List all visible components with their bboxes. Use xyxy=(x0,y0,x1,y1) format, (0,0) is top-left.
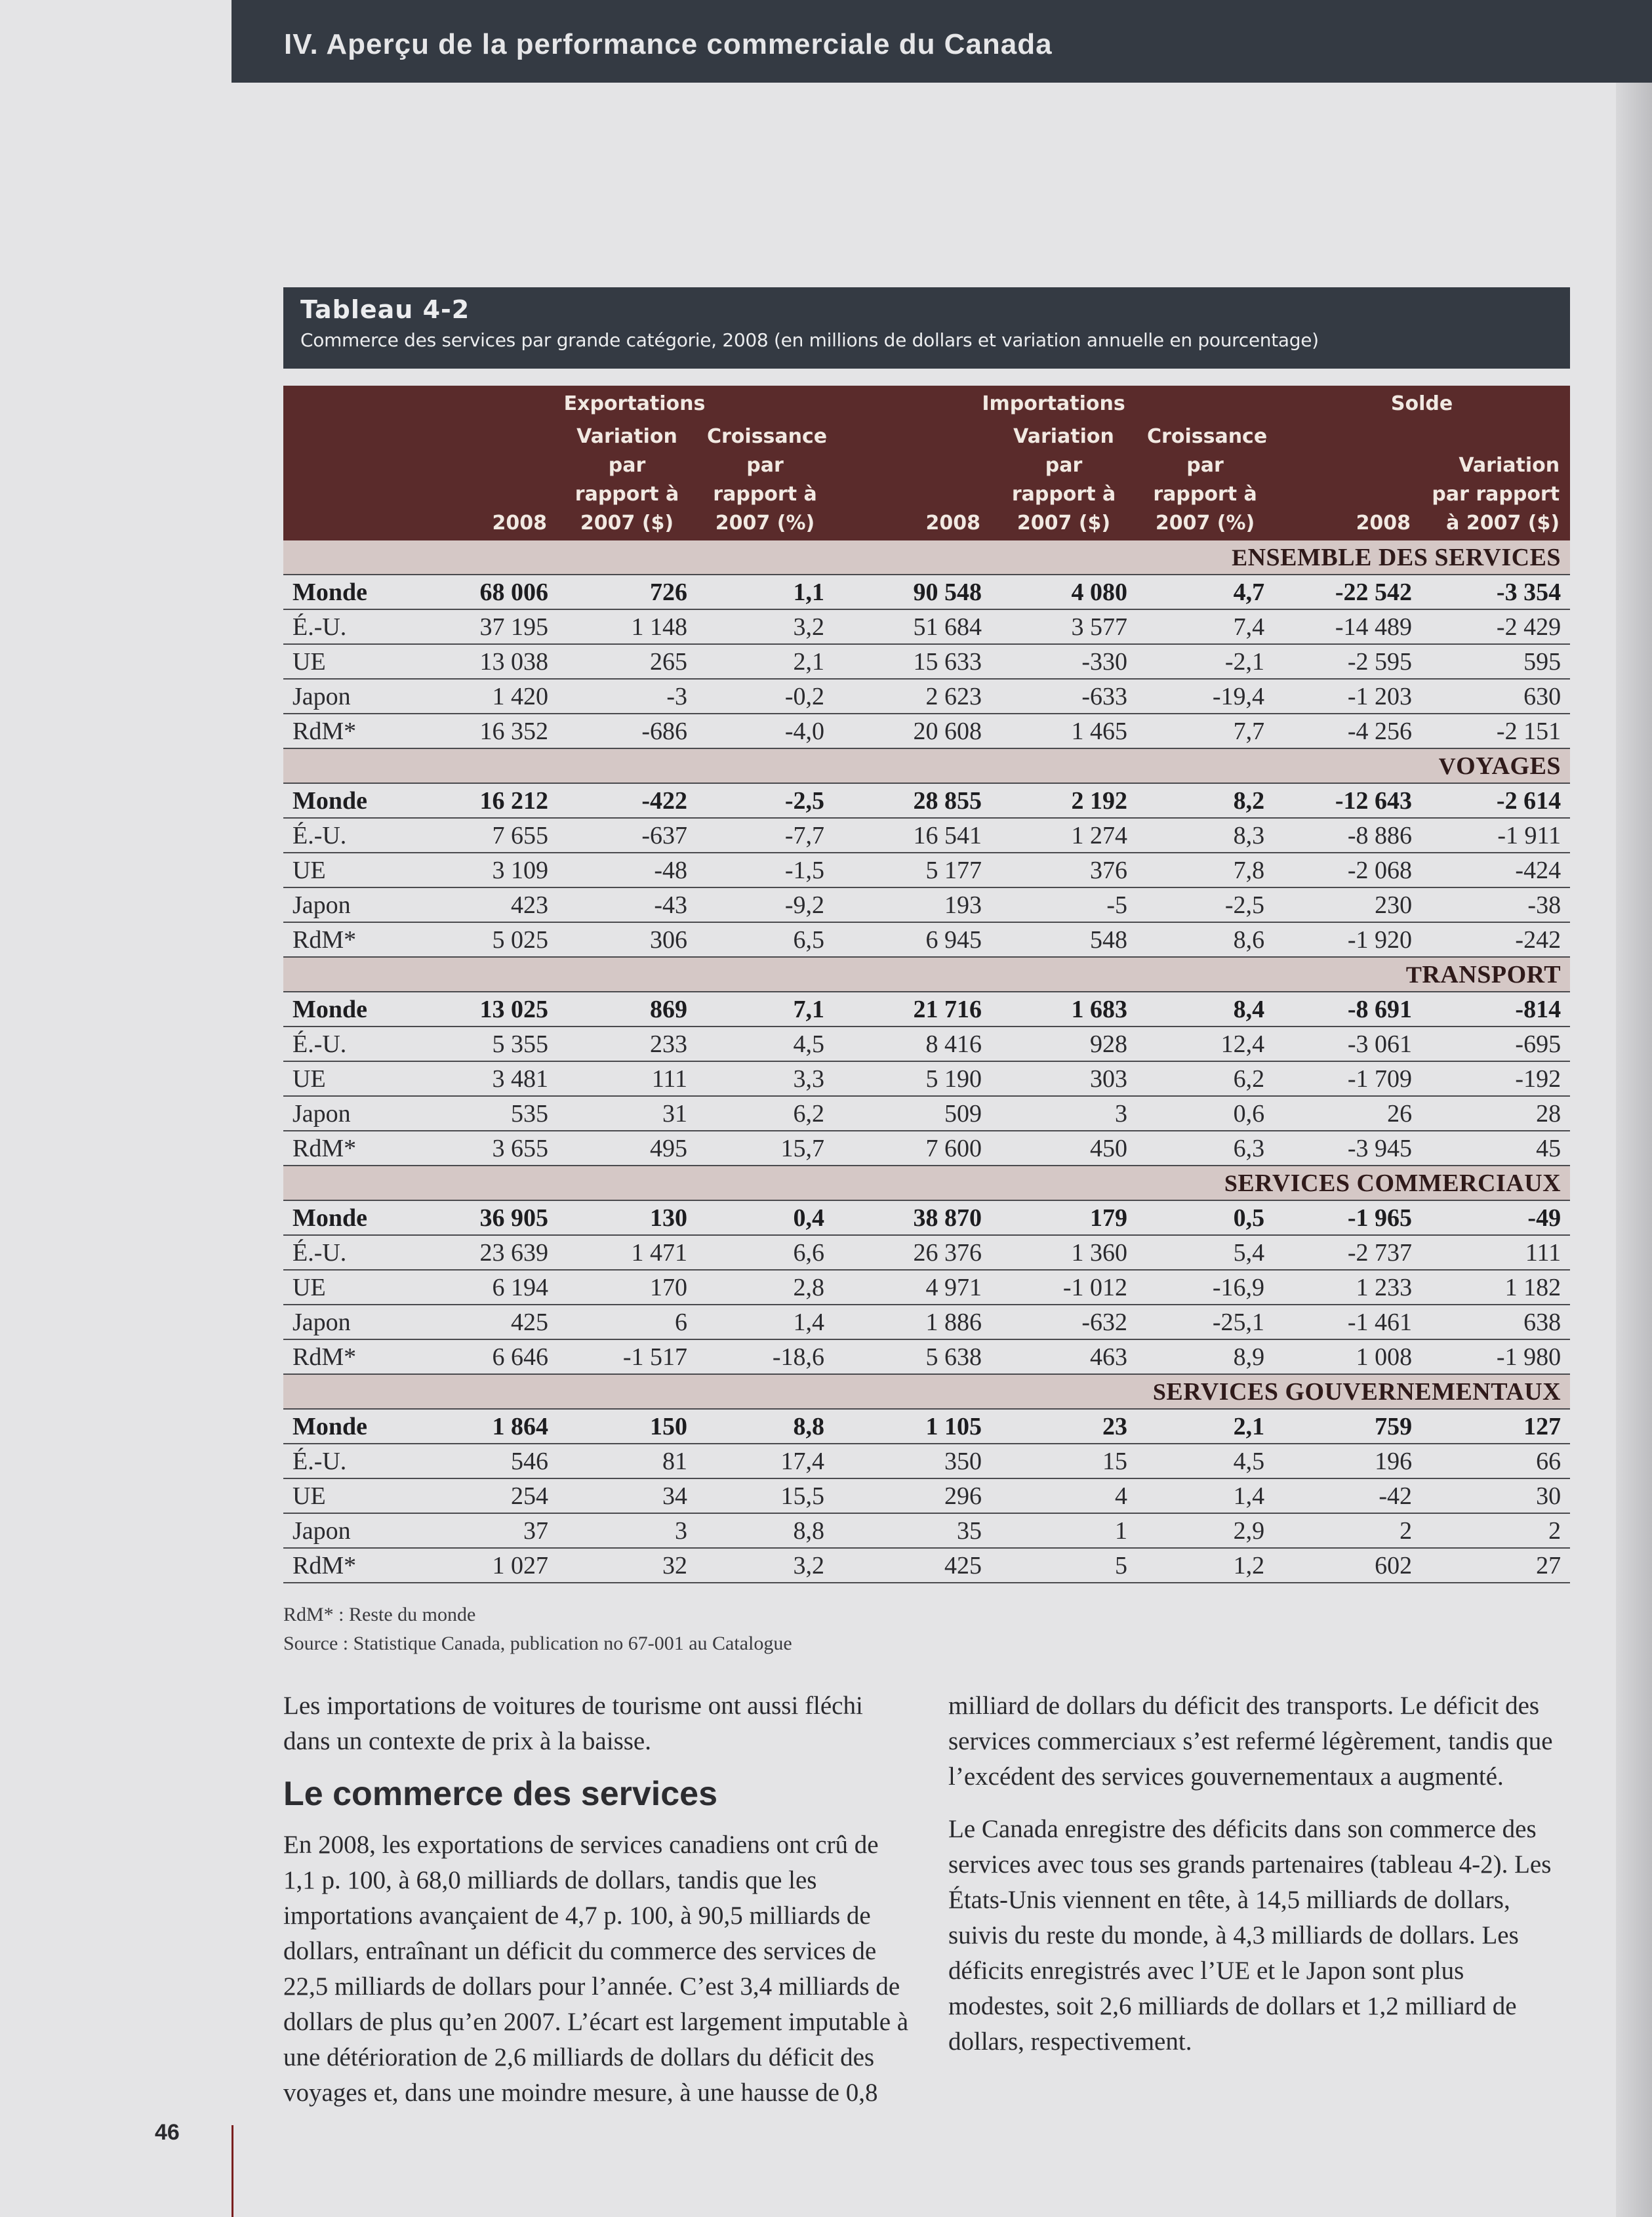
table-cell: 3,2 xyxy=(696,1548,834,1583)
table-cell: 21 716 xyxy=(834,992,991,1027)
table-cell: 6,2 xyxy=(696,1096,834,1131)
table-cell: 111 xyxy=(1421,1235,1570,1270)
table-cell: 0,6 xyxy=(1137,1096,1274,1131)
section-title: SERVICES GOUVERNEMENTAUX xyxy=(283,1374,1570,1409)
table-row xyxy=(283,1200,1570,1235)
table-cell: 32 xyxy=(557,1548,696,1583)
table-cell: 1 420 xyxy=(435,679,557,714)
table-cell: 306 xyxy=(557,922,696,957)
table-row xyxy=(283,1096,1570,1131)
table-cell: 5 177 xyxy=(834,853,991,887)
table-cell: 535 xyxy=(435,1096,557,1131)
table-cell: 30 xyxy=(1421,1478,1570,1513)
table-row xyxy=(283,1513,1570,1548)
table-cell: -1 012 xyxy=(991,1270,1137,1305)
table-cell: 1 008 xyxy=(1274,1339,1421,1374)
table-caption: Commerce des services par grande catégorie, 2008 (en millions de dollars et variation annuelle en pourcentage) xyxy=(300,329,1319,351)
table-cell: -2 737 xyxy=(1274,1235,1421,1270)
table-cell: 35 xyxy=(834,1513,991,1548)
table-cell: -637 xyxy=(557,818,696,853)
table-cell: 230 xyxy=(1274,887,1421,922)
table-cell: 1 xyxy=(991,1513,1137,1548)
table-cell: 1,4 xyxy=(1137,1478,1274,1513)
table-cell: -1 920 xyxy=(1274,922,1421,957)
row-label: UE xyxy=(283,644,435,679)
table-cell: 509 xyxy=(834,1096,991,1131)
table-cell: 1 027 xyxy=(435,1548,557,1583)
table-cell: 1,2 xyxy=(1137,1548,1274,1583)
table-cell: 759 xyxy=(1274,1409,1421,1444)
table-cell: -1 911 xyxy=(1421,818,1570,853)
row-label: É.-U. xyxy=(283,1444,435,1478)
table-cell: 2 xyxy=(1421,1513,1570,1548)
group-header-imports: Importations xyxy=(834,386,1274,422)
table-cell: -1 517 xyxy=(557,1339,696,1374)
table-cell: 8,8 xyxy=(696,1409,834,1444)
table-cell: 4,7 xyxy=(1137,575,1274,609)
table-cell: 81 xyxy=(557,1444,696,1478)
table-cell: -1 203 xyxy=(1274,679,1421,714)
table-cell: -48 xyxy=(557,853,696,887)
table-cell: 7,7 xyxy=(1137,714,1274,748)
table-cell: 376 xyxy=(991,853,1137,887)
table-cell: 31 xyxy=(557,1096,696,1131)
column-header: 2008 xyxy=(1274,422,1421,540)
table-cell: 1 864 xyxy=(435,1409,557,1444)
table-cell: 5 638 xyxy=(834,1339,991,1374)
table-row xyxy=(283,1235,1570,1270)
table-cell: -1,5 xyxy=(696,853,834,887)
table-cell: 3 577 xyxy=(991,609,1137,644)
table-row xyxy=(283,1339,1570,1374)
table-row xyxy=(283,783,1570,818)
table-cell: -192 xyxy=(1421,1061,1570,1096)
section-heading: Le commerce des services xyxy=(283,1775,717,1813)
table-cell: 6 945 xyxy=(834,922,991,957)
table-cell: 8,6 xyxy=(1137,922,1274,957)
row-label: Monde xyxy=(283,575,435,609)
column-header: Croissance par rapport à 2007 (%) xyxy=(1137,422,1274,540)
table-cell: -330 xyxy=(991,644,1137,679)
table-cell: 869 xyxy=(557,992,696,1027)
column-header: 2008 xyxy=(834,422,991,540)
table-cell: 6,2 xyxy=(1137,1061,1274,1096)
row-label: RdM* xyxy=(283,1339,435,1374)
table-cell: 4 971 xyxy=(834,1270,991,1305)
table-cell: 630 xyxy=(1421,679,1570,714)
table-cell: 26 xyxy=(1274,1096,1421,1131)
row-label: UE xyxy=(283,1270,435,1305)
table-cell: -49 xyxy=(1421,1200,1570,1235)
section-row xyxy=(283,957,1570,992)
table-cell: -8 886 xyxy=(1274,818,1421,853)
table-cell: 8,8 xyxy=(696,1513,834,1548)
table-cell: 1 274 xyxy=(991,818,1137,853)
table-cell: -422 xyxy=(557,783,696,818)
table-cell: 2,1 xyxy=(1137,1409,1274,1444)
table-cell: 5 xyxy=(991,1548,1137,1583)
table-header-blank xyxy=(283,422,435,540)
table-cell: -5 xyxy=(991,887,1137,922)
table-cell: 5 025 xyxy=(435,922,557,957)
table-cell: 0,4 xyxy=(696,1200,834,1235)
table-row xyxy=(283,679,1570,714)
table-cell: -14 489 xyxy=(1274,609,1421,644)
table-cell: 5 355 xyxy=(435,1027,557,1061)
table-cell: 196 xyxy=(1274,1444,1421,1478)
table-cell: -2,5 xyxy=(696,783,834,818)
table-row xyxy=(283,1027,1570,1061)
table-cell: 6 xyxy=(557,1305,696,1339)
table-cell: 51 684 xyxy=(834,609,991,644)
table-cell: 546 xyxy=(435,1444,557,1478)
note-legend: RdM* : Reste du monde xyxy=(283,1604,476,1625)
table-group-header-row xyxy=(283,386,1570,422)
row-label: É.-U. xyxy=(283,609,435,644)
table-cell: 6 194 xyxy=(435,1270,557,1305)
table-cell: 37 xyxy=(435,1513,557,1548)
table-cell: 1 105 xyxy=(834,1409,991,1444)
section-title: ENSEMBLE DES SERVICES xyxy=(283,540,1570,575)
table-cell: 179 xyxy=(991,1200,1137,1235)
table-cell: -2,5 xyxy=(1137,887,1274,922)
table-cell: 34 xyxy=(557,1478,696,1513)
table-cell: 90 548 xyxy=(834,575,991,609)
row-label: É.-U. xyxy=(283,1027,435,1061)
table-row xyxy=(283,609,1570,644)
row-label: É.-U. xyxy=(283,1235,435,1270)
table-cell: 68 006 xyxy=(435,575,557,609)
table-cell: -1 709 xyxy=(1274,1061,1421,1096)
section-title: TRANSPORT xyxy=(283,957,1570,992)
section-row xyxy=(283,540,1570,575)
table-cell: 15 xyxy=(991,1444,1137,1478)
row-label: Japon xyxy=(283,1305,435,1339)
row-label: RdM* xyxy=(283,1548,435,1583)
table-cell: -633 xyxy=(991,679,1137,714)
section-row xyxy=(283,748,1570,783)
table-cell: 37 195 xyxy=(435,609,557,644)
body-paragraph: Le Canada enregistre des déficits dans son commerce des services avec tous ses grands partenaires (tableau 4-2). Les États-Unis viennent en tête, à 14,5 milliards de dollars, suivis du reste du monde, à 4,3 milliards de dollars. Les déficits enregistrés avec l’UE et le Japon sont plus modestes, soit 2,6 milliards de dollars et 1,2 milliard de dollars, respectivement. xyxy=(948,1815,1552,2056)
table-cell: 8,4 xyxy=(1137,992,1274,1027)
table-cell: -3 061 xyxy=(1274,1027,1421,1061)
table-cell: -242 xyxy=(1421,922,1570,957)
table-cell: 5 190 xyxy=(834,1061,991,1096)
table-cell: -2 429 xyxy=(1421,609,1570,644)
table-cell: -7,7 xyxy=(696,818,834,853)
chapter-header: IV. Aperçu de la performance commerciale du Canada xyxy=(232,0,1652,83)
table-cell: 23 639 xyxy=(435,1235,557,1270)
table-cell: 423 xyxy=(435,887,557,922)
table-row xyxy=(283,887,1570,922)
table-cell: 7 655 xyxy=(435,818,557,853)
table-row xyxy=(283,992,1570,1027)
table-cell: -814 xyxy=(1421,992,1570,1027)
section-row xyxy=(283,1166,1570,1200)
table-cell: -43 xyxy=(557,887,696,922)
margin-rule xyxy=(232,2125,233,2217)
table-cell: -19,4 xyxy=(1137,679,1274,714)
table-cell: 15,7 xyxy=(696,1131,834,1166)
table-cell: -4,0 xyxy=(696,714,834,748)
table-cell: 2,1 xyxy=(696,644,834,679)
table-cell: 13 025 xyxy=(435,992,557,1027)
group-header-exports: Exportations xyxy=(435,386,834,422)
table-cell: -3 xyxy=(557,679,696,714)
table-cell: 726 xyxy=(557,575,696,609)
table-cell: -2 595 xyxy=(1274,644,1421,679)
table-cell: -2 614 xyxy=(1421,783,1570,818)
table-cell: 928 xyxy=(991,1027,1137,1061)
table-cell: 23 xyxy=(991,1409,1137,1444)
row-label: Monde xyxy=(283,992,435,1027)
table-cell: 7,1 xyxy=(696,992,834,1027)
text-column-right xyxy=(948,1688,1568,2077)
table-cell: 4,5 xyxy=(1137,1444,1274,1478)
column-header: Variation par rapport à 2007 ($) xyxy=(1421,422,1570,540)
table-cell: 1,1 xyxy=(696,575,834,609)
row-label: UE xyxy=(283,853,435,887)
table-cell: 20 608 xyxy=(834,714,991,748)
table-cell: 2,8 xyxy=(696,1270,834,1305)
table-row xyxy=(283,575,1570,609)
page-edge-shadow xyxy=(1616,0,1652,2217)
table-cell: -2,1 xyxy=(1137,644,1274,679)
table-cell: 3 xyxy=(557,1513,696,1548)
table-cell: 15,5 xyxy=(696,1478,834,1513)
table-cell: -9,2 xyxy=(696,887,834,922)
row-label: RdM* xyxy=(283,714,435,748)
table-cell: -3 945 xyxy=(1274,1131,1421,1166)
table-cell: 1 360 xyxy=(991,1235,1137,1270)
table-row xyxy=(283,853,1570,887)
text-column-left xyxy=(283,1688,910,2128)
table-cell: 15 633 xyxy=(834,644,991,679)
row-label: É.-U. xyxy=(283,818,435,853)
column-header: Variation par rapport à 2007 ($) xyxy=(557,422,696,540)
table-cell: 350 xyxy=(834,1444,991,1478)
table-cell: 548 xyxy=(991,922,1137,957)
table-cell: 6,5 xyxy=(696,922,834,957)
table-cell: -25,1 xyxy=(1137,1305,1274,1339)
table-cell: 8 416 xyxy=(834,1027,991,1061)
table-cell: -424 xyxy=(1421,853,1570,887)
table-cell: 425 xyxy=(834,1548,991,1583)
table-cell: -686 xyxy=(557,714,696,748)
table-row xyxy=(283,644,1570,679)
table-cell: 1 182 xyxy=(1421,1270,1570,1305)
column-header: Croissance par rapport à 2007 (%) xyxy=(696,422,834,540)
table-row xyxy=(283,1305,1570,1339)
table-cell: 1 886 xyxy=(834,1305,991,1339)
table-row xyxy=(283,1478,1570,1513)
table-cell: 26 376 xyxy=(834,1235,991,1270)
table-title-block xyxy=(283,287,1570,369)
table-cell: 6 646 xyxy=(435,1339,557,1374)
row-label: Monde xyxy=(283,1409,435,1444)
row-label: Monde xyxy=(283,783,435,818)
table-cell: 13 038 xyxy=(435,644,557,679)
table-cell: 303 xyxy=(991,1061,1137,1096)
table-cell: -3 354 xyxy=(1421,575,1570,609)
table-header-blank xyxy=(283,386,435,422)
row-label: Japon xyxy=(283,1096,435,1131)
table-cell: 595 xyxy=(1421,644,1570,679)
table-cell: 4 xyxy=(991,1478,1137,1513)
row-label: RdM* xyxy=(283,922,435,957)
table-cell: 3 109 xyxy=(435,853,557,887)
section-title: SERVICES COMMERCIAUX xyxy=(283,1166,1570,1200)
table-cell: 2 xyxy=(1274,1513,1421,1548)
table-cell: 193 xyxy=(834,887,991,922)
table-cell: 296 xyxy=(834,1478,991,1513)
table-cell: 8,9 xyxy=(1137,1339,1274,1374)
table-cell: 7,4 xyxy=(1137,609,1274,644)
table-notes xyxy=(283,1600,792,1658)
table-column-header-row xyxy=(283,422,1570,540)
section-row xyxy=(283,1374,1570,1409)
table-cell: 265 xyxy=(557,644,696,679)
table-cell: -12 643 xyxy=(1274,783,1421,818)
row-label: RdM* xyxy=(283,1131,435,1166)
table-row xyxy=(283,1409,1570,1444)
table-cell: -0,2 xyxy=(696,679,834,714)
table-cell: 3 481 xyxy=(435,1061,557,1096)
table-cell: -4 256 xyxy=(1274,714,1421,748)
table-cell: 150 xyxy=(557,1409,696,1444)
section-title: VOYAGES xyxy=(283,748,1570,783)
row-label: Japon xyxy=(283,887,435,922)
table-cell: -2 151 xyxy=(1421,714,1570,748)
table-cell: 1 148 xyxy=(557,609,696,644)
table-cell: 130 xyxy=(557,1200,696,1235)
table-cell: 16 212 xyxy=(435,783,557,818)
row-label: UE xyxy=(283,1478,435,1513)
column-header: Variation par rapport à 2007 ($) xyxy=(991,422,1137,540)
table-cell: 6,6 xyxy=(696,1235,834,1270)
intro-paragraph: Les importations de voitures de tourisme ont aussi fléchi dans un contexte de prix à la baisse. xyxy=(283,1692,863,1755)
table-cell: 0,5 xyxy=(1137,1200,1274,1235)
table-cell: 450 xyxy=(991,1131,1137,1166)
table-cell: 425 xyxy=(435,1305,557,1339)
table-cell: 1,4 xyxy=(696,1305,834,1339)
table-row xyxy=(283,1270,1570,1305)
table-cell: 38 870 xyxy=(834,1200,991,1235)
table-row xyxy=(283,922,1570,957)
body-paragraph: En 2008, les exportations de services canadiens ont crû de 1,1 p. 100, à 68,0 milliards de dollars, tandis que les importations avançaient de 4,7 p. 100, à 90,5 milliards de dollars, entraînant un déficit du commerce des services de 22,5 milliards de dollars pour l’année. C’est 3,4 milliards de dollars de plus qu’en 2007. L’écart est largement imputable à une détérioration de 2,6 milliards de dollars du déficit des voyages et, dans une moindre mesure, à une hausse de 0,8 xyxy=(283,1831,909,2107)
row-label: Japon xyxy=(283,679,435,714)
table-cell: -16,9 xyxy=(1137,1270,1274,1305)
table-cell: 254 xyxy=(435,1478,557,1513)
table-cell: 233 xyxy=(557,1027,696,1061)
table-cell: 3,2 xyxy=(696,609,834,644)
row-label: Japon xyxy=(283,1513,435,1548)
table-cell: 12,4 xyxy=(1137,1027,1274,1061)
row-label: UE xyxy=(283,1061,435,1096)
table-cell: 16 352 xyxy=(435,714,557,748)
table-cell: 1 233 xyxy=(1274,1270,1421,1305)
table-row xyxy=(283,714,1570,748)
body-paragraph: milliard de dollars du déficit des transports. Le déficit des services commerciaux s’est refermé légèrement, tandis que l’excédent des services gouvernementaux a augmenté. xyxy=(948,1692,1553,1791)
table-cell: 28 xyxy=(1421,1096,1570,1131)
table-cell: -1 980 xyxy=(1421,1339,1570,1374)
table-row xyxy=(283,818,1570,853)
table-cell: 8,2 xyxy=(1137,783,1274,818)
table-cell: 27 xyxy=(1421,1548,1570,1583)
table-body xyxy=(283,540,1570,1583)
table-cell: -1 965 xyxy=(1274,1200,1421,1235)
table-cell: -2 068 xyxy=(1274,853,1421,887)
table-cell: 3,3 xyxy=(696,1061,834,1096)
table-cell: 17,4 xyxy=(696,1444,834,1478)
table-cell: 1 683 xyxy=(991,992,1137,1027)
table-cell: 2,9 xyxy=(1137,1513,1274,1548)
table-cell: -1 461 xyxy=(1274,1305,1421,1339)
table-cell: 8,3 xyxy=(1137,818,1274,853)
table-cell: 4 080 xyxy=(991,575,1137,609)
table-cell: 170 xyxy=(557,1270,696,1305)
table-cell: 495 xyxy=(557,1131,696,1166)
table-cell: 602 xyxy=(1274,1548,1421,1583)
table-cell: 638 xyxy=(1421,1305,1570,1339)
table-cell: 2 192 xyxy=(991,783,1137,818)
table-cell: 6,3 xyxy=(1137,1131,1274,1166)
table-cell: 45 xyxy=(1421,1131,1570,1166)
table-cell: 1 471 xyxy=(557,1235,696,1270)
table-cell: 1 465 xyxy=(991,714,1137,748)
table-cell: 16 541 xyxy=(834,818,991,853)
table-cell: 4,5 xyxy=(696,1027,834,1061)
table-cell: 2 623 xyxy=(834,679,991,714)
table-row xyxy=(283,1548,1570,1583)
table-cell: -42 xyxy=(1274,1478,1421,1513)
table-cell: -695 xyxy=(1421,1027,1570,1061)
table-cell: 3 655 xyxy=(435,1131,557,1166)
table-row xyxy=(283,1061,1570,1096)
table-cell: -38 xyxy=(1421,887,1570,922)
table-row xyxy=(283,1131,1570,1166)
page-number: 46 xyxy=(155,2120,180,2145)
table-row xyxy=(283,1444,1570,1478)
table-cell: 36 905 xyxy=(435,1200,557,1235)
note-source: Source : Statistique Canada, publication no 67-001 au Catalogue xyxy=(283,1633,792,1654)
table-number: Tableau 4-2 xyxy=(300,295,470,324)
table-cell: 28 855 xyxy=(834,783,991,818)
table-cell: -22 542 xyxy=(1274,575,1421,609)
table-cell: 127 xyxy=(1421,1409,1570,1444)
services-trade-table xyxy=(283,386,1570,1583)
row-label: Monde xyxy=(283,1200,435,1235)
table-cell: 5,4 xyxy=(1137,1235,1274,1270)
table-cell: -18,6 xyxy=(696,1339,834,1374)
table-cell: 7 600 xyxy=(834,1131,991,1166)
table-cell: 463 xyxy=(991,1339,1137,1374)
table-cell: 66 xyxy=(1421,1444,1570,1478)
table-cell: 7,8 xyxy=(1137,853,1274,887)
table-cell: -632 xyxy=(991,1305,1137,1339)
table-cell: 3 xyxy=(991,1096,1137,1131)
table-cell: -8 691 xyxy=(1274,992,1421,1027)
table-cell: 111 xyxy=(557,1061,696,1096)
column-header: 2008 xyxy=(435,422,557,540)
group-header-balance: Solde xyxy=(1274,386,1570,422)
